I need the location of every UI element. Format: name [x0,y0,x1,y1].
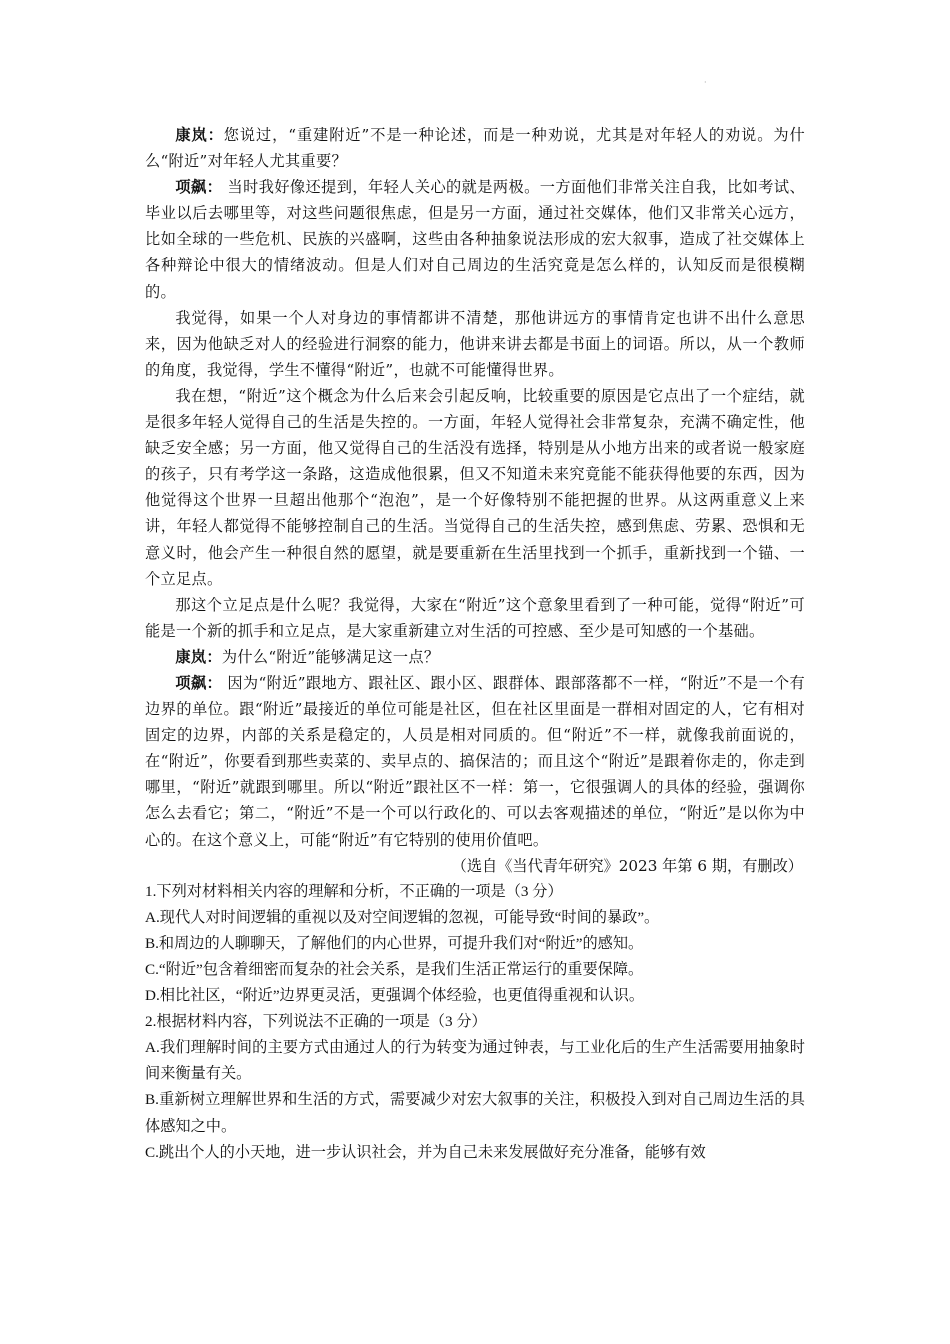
paragraph-text: 您说过，“重建附近”不是一种论述，而是一种劝说，尤其是对年轻人的劝说。为什么“附近”对年轻人尤其重要？ [145,126,805,171]
passage-paragraph-5 [145,592,805,644]
question-1-option-d: D.相比社区，“附近”边界更灵活，更强调个体经验，也更值得重视和认识。 [145,987,645,1005]
paragraph-text: 那这个立足点是什么呢？我觉得，大家在“附近”这个意象里看到了一种可能，觉得“附近”可能是一个新的抓手和立足点，是大家重新建立对生活的可控感、至少是可知感的一个基础。 [145,595,805,640]
passage-paragraph-2 [145,174,805,304]
passage-paragraph-7 [145,670,805,853]
decorative-dot: · [704,78,707,87]
paragraph-text: 我觉得，如果一个人对身边的事情都讲不清楚，那他讲远方的事情肯定也讲不出什么意思来，因为他缺乏对人的经验进行洞察的能力，他讲来讲去都是书面上的词语。所以，从一个教师的角度，我觉得，学生不懂得“附近”，也就不可能懂得世界。 [145,308,805,379]
question-1-option-a: A.现代人对时间逻辑的重视以及对空间逻辑的忽视，可能导致“时间的暴政”。 [145,908,660,926]
passage-paragraph-1 [145,122,805,174]
speaker-label: 康岚： [175,126,224,144]
document-page [145,122,805,1166]
passage-paragraph-6 [145,644,805,670]
question-2-option-c: C.跳出个人的小天地，进一步认识社会，并为自己未来发展做好充分准备，能够有效 [145,1143,706,1161]
passage-paragraph-4 [145,383,805,592]
question-2-stem: 2.根据材料内容，下列说法不正确的一项是（3 分） [145,1013,487,1031]
paragraph-text: 当时我好像还提到，年轻人关心的就是两极。一方面他们非常关注自我，比如考试、毕业以后去哪里等，对这些问题很焦虑，但是另一方面，通过社交媒体，他们又非常关心远方，比如全球的一些危机、民族的兴盛啊，这些由各种抽象说法形成的宏大叙事，造成了社交媒体上各种辩论中很大的情绪波动。但是人们对自己周边的生活究竟是怎么样的，认知反而是很模糊的。 [145,178,805,301]
question-2-option-b: B.重新树立理解世界和生活的方式，需要减少对宏大叙事的关注，积极投入到对自己周边生活的具体感知之中。 [145,1091,805,1135]
question-1-option-b: B.和周边的人聊聊天，了解他们的内心世界，可提升我们对“附近”的感知。 [145,934,644,952]
paragraph-text: 我在想，“附近”这个概念为什么后来会引起反响，比较重要的原因是它点出了一个症结，就是很多年轻人觉得自己的生活是失控的。一方面，年轻人觉得社会非常复杂，充满不确定性，他缺乏安全感；另一方面，他又觉得自己的生活没有选择，特别是从小地方出来的或者说一般家庭的孩子，只有考学这一条路，这造成他很累，但又不知道未来究竟能不能获得他要的东西，因为他觉得这个世界一旦超出他那个“泡泡”，是一个好像特别不能把握的世界。从这两重意义上来讲，年轻人都觉得不能够控制自己的生活。当觉得自己的生活失控，感到焦虑、劳累、恐惧和无意义时，他会产生一种很自然的愿望，就是要重新在生活里找到一个抓手，重新找到一个锚、一个立足点。 [145,386,805,588]
paragraph-text: 因为“附近”跟地方、跟社区、跟小区、跟群体、跟部落都不一样，“附近”不是一个有边界的单位。跟“附近”最接近的单位可能是社区，但在社区里面是一群相对固定的人，它有相对固定的边界，内部的关系是稳定的，人员是相对同质的。但“附近”不一样，就像我前面说的，在“附近”，你要看到那些卖菜的、卖早点的、搞保洁的；而且这个“附近”是跟着你走的，你走到哪里，“附近”就跟到哪里。所以“附近”跟社区不一样：第一，它很强调人的具体的经验，强调你怎么去看它；第二，“附近”不是一个可以行政化的、可以去客观描述的单位，“附近”是以你为中心的。在这个意义上，可能“附近”有它特别的使用价值吧。 [145,673,805,849]
question-1-stem: 1.下列对材料相关内容的理解和分析，不正确的一项是（3 分） [145,882,563,900]
speaker-label: 项飙： [175,673,223,692]
speaker-label: 项飙： [175,178,223,197]
question-1-option-c: C.“附近”包含着细密而复杂的社会关系，是我们生活正常运行的重要保障。 [145,961,644,978]
speaker-label: 康岚： [175,647,222,666]
passage-paragraph-3 [145,305,805,383]
source-citation: （选自《当代青年研究》2023 年第 6 期，有删改） [451,856,803,875]
paragraph-text: 为什么“附近”能够满足这一点？ [221,647,440,666]
question-2-option-a: A.我们理解时间的主要方式由通过人的行为转变为通过钟表，与工业化后的生产生活需要用抽象时间来衡量有关。 [145,1039,805,1083]
